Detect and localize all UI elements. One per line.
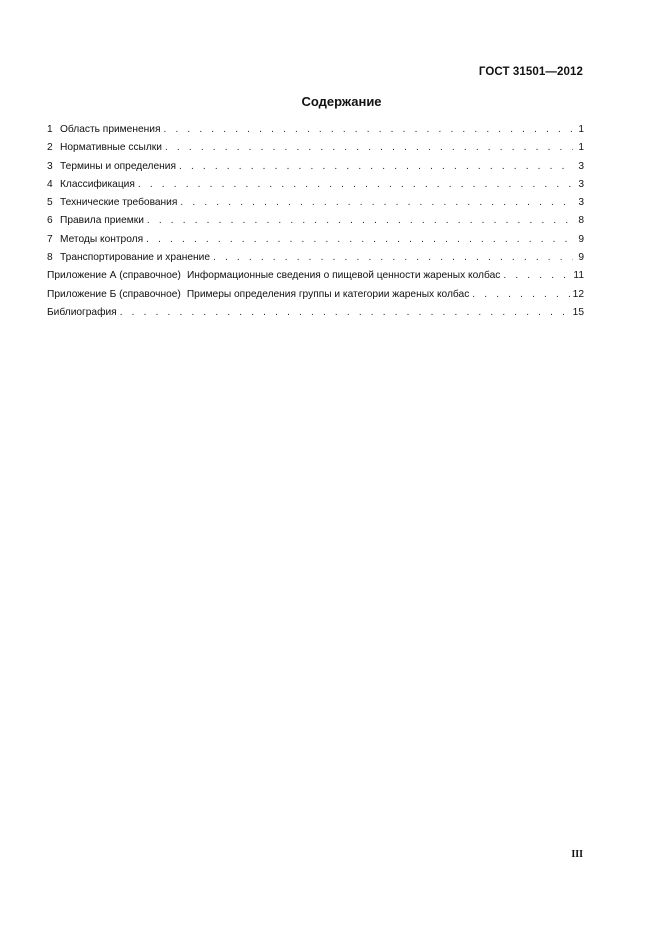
toc-entry-appendix-b[interactable] — [47, 286, 584, 304]
toc-entry-8[interactable] — [47, 249, 584, 267]
dot-leader — [503, 267, 570, 285]
toc-entry-page: 3 — [578, 160, 584, 172]
toc-entry-page: 3 — [578, 178, 584, 190]
dot-leader — [472, 286, 569, 304]
toc-entry-page: 3 — [578, 197, 584, 209]
toc-entry-label: Транспортирование и хранение — [60, 252, 211, 264]
toc-entry-label: Правила приемки — [60, 215, 144, 227]
toc-entry-number: 7 — [47, 233, 53, 245]
toc-entry-number: 1 — [47, 124, 53, 135]
toc-entry-label: Классификация — [60, 178, 135, 190]
dot-leader — [138, 176, 573, 194]
dot-leader — [165, 139, 573, 157]
toc-entry-7[interactable] — [47, 231, 584, 249]
toc-entry-page: 11 — [573, 270, 584, 282]
dot-leader — [213, 249, 573, 267]
toc-entry-5[interactable] — [47, 194, 584, 212]
toc-entry-label: Методы контроля — [60, 233, 144, 245]
toc-entry-6[interactable] — [47, 212, 584, 230]
toc-entry-page: 1 — [578, 124, 584, 135]
toc-entry-number: 4 — [47, 178, 53, 190]
toc-entry-label: Информационные сведения о пищевой ценности жареных колбас — [186, 270, 501, 282]
dot-leader — [163, 121, 573, 139]
toc-entry-4[interactable] — [47, 176, 584, 194]
dot-leader — [120, 304, 570, 322]
toc-entry-page: 1 — [578, 142, 584, 154]
dot-leader — [147, 212, 573, 230]
toc-title: Содержание — [301, 94, 382, 109]
toc-entry-page: 15 — [572, 306, 584, 318]
toc-entry-label: Примеры определения группы и категории жареных колбас — [186, 288, 470, 300]
toc-entry-page: 9 — [578, 252, 584, 264]
toc-entry-bibliography[interactable] — [47, 304, 584, 322]
toc-entry-3[interactable] — [47, 158, 584, 176]
toc-entry-number: 2 — [47, 142, 53, 154]
toc-appendix-tag: Приложение Б (справочное) — [47, 288, 181, 300]
toc-entry-page: 9 — [578, 233, 584, 245]
toc-entry-label: Нормативные ссылки — [60, 142, 162, 154]
toc-entry-page: 12 — [572, 288, 584, 300]
toc-entry-number: 3 — [47, 160, 53, 172]
toc-entry-label: Термины и определения — [60, 160, 176, 172]
toc-entry-1[interactable] — [47, 121, 584, 139]
toc-entry-number: 8 — [47, 252, 53, 264]
table-of-contents — [47, 121, 584, 322]
toc-entry-label: Область применения — [60, 124, 161, 135]
dot-leader — [146, 231, 573, 249]
toc-entry-2[interactable] — [47, 139, 584, 157]
toc-entry-page: 8 — [578, 215, 584, 227]
dot-leader — [180, 194, 573, 212]
toc-entry-appendix-a[interactable] — [47, 267, 584, 285]
page-number: III — [571, 849, 583, 860]
toc-entry-number: 5 — [47, 197, 53, 209]
toc-entry-number: 6 — [47, 215, 53, 227]
document-code: ГОСТ 31501—2012 — [478, 66, 583, 78]
toc-entry-label: Библиография — [47, 306, 117, 318]
dot-leader — [179, 158, 573, 176]
toc-entry-label: Технические требования — [60, 197, 178, 209]
toc-appendix-tag: Приложение А (справочное) — [47, 270, 181, 282]
